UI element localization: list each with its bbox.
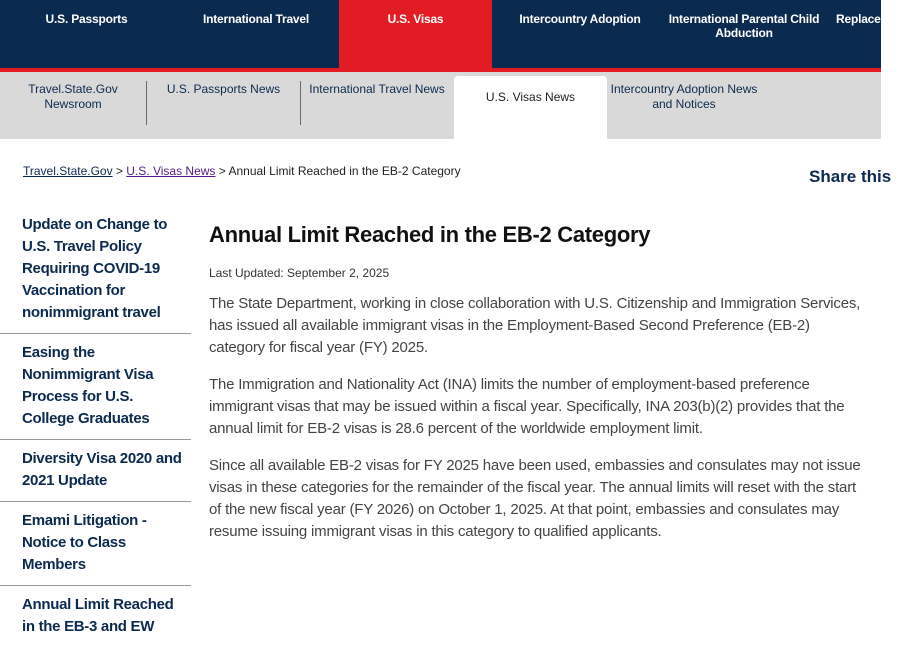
article-paragraph: The State Department, working in close collaboration with U.S. Citizenship and Immigration Services, has issued all available immigrant visas in the Employment-Based Second Preference (EB-2) category for fiscal year (FY) 2025. <box>209 295 861 356</box>
subnav-adoption-news[interactable]: Intercountry Adoption News and Notices <box>610 82 758 111</box>
subnav-passports-news[interactable]: U.S. Passports News <box>166 82 281 96</box>
article-paragraph: The Immigration and Nationality Act (INA) limits the number of employment-based preference immigrant visas that may be issued within a fiscal year. Specifically, INA 203(b)(2) provides that the annual limit for EB-2 visas is 28.6 percent of the worldwide employment limit. <box>209 376 845 437</box>
share-this-button[interactable]: Share this <box>809 167 892 186</box>
subnav-newsroom[interactable]: Travel.State.Gov Newsroom <box>28 82 118 111</box>
top-nav-parental-child-abduction[interactable]: International Parental Child Abduction <box>668 12 820 40</box>
top-nav-international-travel[interactable]: International Travel <box>202 12 310 26</box>
breadcrumb-visas-news-link[interactable]: U.S. Visas News <box>126 164 216 178</box>
breadcrumb-current: Annual Limit Reached in the EB-2 Category <box>228 164 461 178</box>
top-nav-replace[interactable]: Replace o <box>836 12 891 26</box>
top-nav-us-passports[interactable]: U.S. Passports <box>45 12 128 26</box>
top-nav-us-visas[interactable]: U.S. Visas <box>339 0 492 68</box>
last-updated-date: Last Updated: September 2, 2025 <box>209 266 390 280</box>
news-subnav <box>0 72 881 139</box>
article-content <box>209 218 869 558</box>
sidebar-article-link[interactable]: Annual Limit Reached in the EB-3 and EW <box>22 596 174 635</box>
subnav-international-travel-news[interactable]: International Travel News <box>309 82 445 96</box>
article-paragraph: Since all available EB-2 visas for FY 2025 have been used, embassies and consulates may not issue visas in these categories for the remainder of the fiscal year. The annual limits will reset with the start of the new fiscal year (FY 2026) on October 1, 2025. At that point, embassies and consulates may resume issuing immigrant visas in this category to qualified applicants. <box>209 457 861 540</box>
breadcrumb <box>23 164 461 178</box>
sidebar-article-link[interactable]: Easing the Nonimmigrant Visa Process for U.S. College Graduates <box>0 334 191 440</box>
top-nav-intercountry-adoption[interactable]: Intercountry Adoption <box>519 12 641 26</box>
breadcrumb-home-link[interactable]: Travel.State.Gov <box>23 164 113 178</box>
breadcrumb-separator: > <box>115 164 123 178</box>
subnav-us-visas-news[interactable]: U.S. Visas News <box>454 76 607 139</box>
related-articles-sidebar <box>0 206 191 647</box>
top-navigation <box>0 0 891 68</box>
sidebar-article-link[interactable]: Update on Change to U.S. Travel Policy Requiring COVID-19 Vaccination for nonimmigrant travel <box>0 206 191 334</box>
breadcrumb-separator: > <box>218 164 226 178</box>
sidebar-article-link[interactable]: Emami Litigation - Notice to Class Members <box>0 502 191 586</box>
sidebar-article-link[interactable]: Diversity Visa 2020 and 2021 Update <box>0 440 191 502</box>
article-title: Annual Limit Reached in the EB-2 Category <box>209 222 651 247</box>
